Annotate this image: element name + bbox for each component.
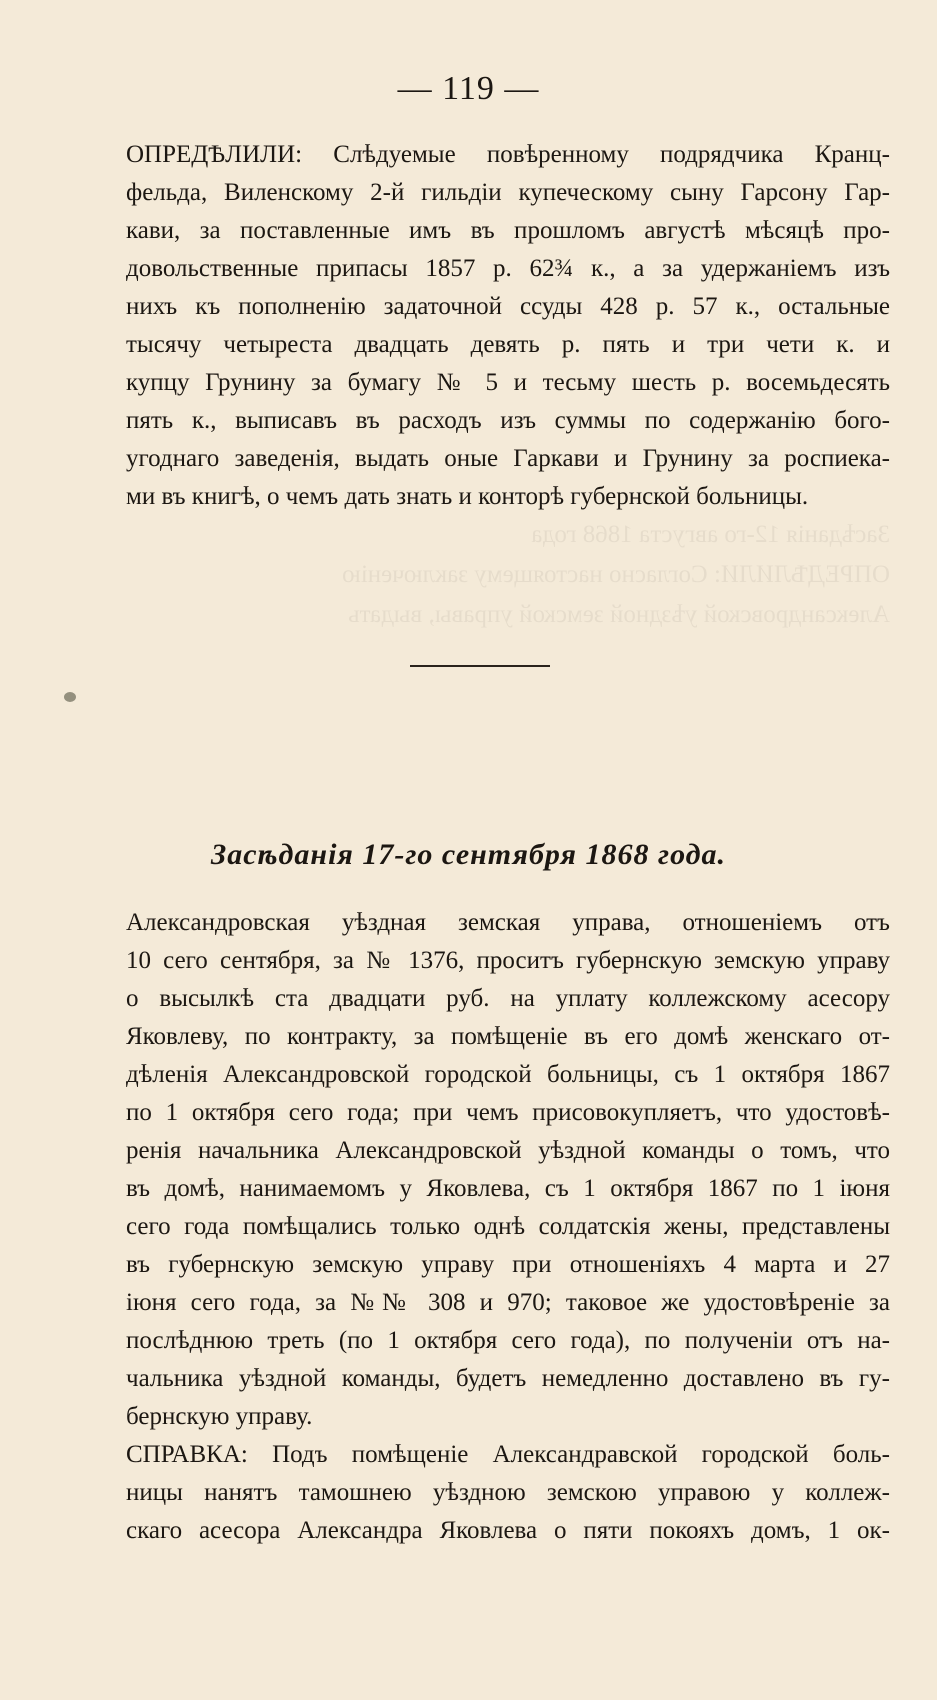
text-line: нихъ къ пополненію задаточной ссуды 428 р. 57 к., остальные — [126, 293, 890, 320]
text-line: ми въ книгѣ, о чемъ дать знать и конторѣ губернской больницы. — [126, 483, 809, 510]
text-line: дѣленія Александровской городской больницы, съ 1 октября 1867 — [126, 1061, 890, 1088]
text-line: кави, за поставленные имъ въ прошломъ августѣ мѣсяцѣ про- — [126, 217, 890, 244]
ink-spot — [64, 692, 76, 702]
text-line: купцу Грунину за бумагу № 5 и тесьму шесть р. восемьдесять — [126, 369, 890, 396]
text-line: іюня сего года, за №№ 308 и 970; таковое же удостовѣреніе за — [126, 1289, 890, 1316]
text-line: Александровская уѣздная земская управа, отношеніемъ отъ — [126, 909, 890, 936]
text-line: скаго асесора Александра Яковлева о пяти покояхъ домъ, 1 ок- — [126, 1517, 890, 1544]
text-line: бернскую управу. — [126, 1403, 313, 1430]
text-line: тысячу четыреста двадцать девять р. пять и три чети к. и — [126, 331, 890, 358]
text-line: СПРАВКА: Подъ помѣщеніе Александравской городской боль- — [126, 1441, 890, 1468]
text-line: Яковлеву, по контракту, за помѣщеніе въ его домѣ женскаго от- — [126, 1023, 890, 1050]
text-line: въ губернскую земскую управу при отношеніяхъ 4 марта и 27 — [126, 1251, 890, 1278]
text-line: сего года помѣщались только однѣ солдатскія жены, представлены — [126, 1213, 890, 1240]
text-line: послѣднюю треть (по 1 октября сего года), по полученіи отъ на- — [126, 1327, 890, 1354]
text-line: о высылкѣ ста двадцати руб. на уплату коллежскому асесору — [126, 985, 890, 1012]
text-line: пять к., выписавъ въ расходъ изъ суммы по содержанію бого- — [126, 407, 890, 434]
page-number: — 119 — — [397, 70, 540, 107]
text-line: чальника уѣздной команды, будетъ немедленно доставлено въ гу- — [126, 1365, 890, 1392]
section-divider — [410, 665, 550, 667]
bleed-through-line: ОПРЕДѢЛИЛИ: Согласно настоящему заключенію — [342, 561, 890, 588]
text-line: въ домѣ, нанимаемомъ у Яковлева, съ 1 октября 1867 по 1 іюня — [126, 1175, 890, 1202]
text-line: ренія начальника Александровской уѣздной команды о томъ, что — [126, 1137, 890, 1164]
text-line: по 1 октября сего года; при чемъ присовокупляетъ, что удостовѣ- — [126, 1099, 890, 1126]
session-heading: Засѣданія 17-го сентября 1868 года. — [210, 838, 727, 871]
bleed-through-line: Александровской уѣздной земской управы, выдать — [348, 601, 890, 628]
text-line: довольственные припасы 1857 р. 62¾ к., а за удержаніемъ изъ — [126, 255, 890, 282]
text-line: фельда, Виленскому 2-й гильдіи купеческому сыну Гарсону Гар- — [126, 179, 890, 206]
bleed-through-line: Засѣданія 12-го августа 1868 года — [531, 521, 890, 548]
text-line: ницы нанятъ тамошнею уѣздною земскою управою у коллеж- — [126, 1479, 890, 1506]
text-line: ОПРЕДѢЛИЛИ: Слѣдуемые повѣренному подрядчика Кранц- — [126, 141, 890, 168]
text-line: угоднаго заведенія, выдать оные Гаркави и Грунину за роспиека- — [126, 445, 890, 472]
text-line: 10 сего сентября, за № 1376, проситъ губернскую земскую управу — [126, 947, 890, 974]
